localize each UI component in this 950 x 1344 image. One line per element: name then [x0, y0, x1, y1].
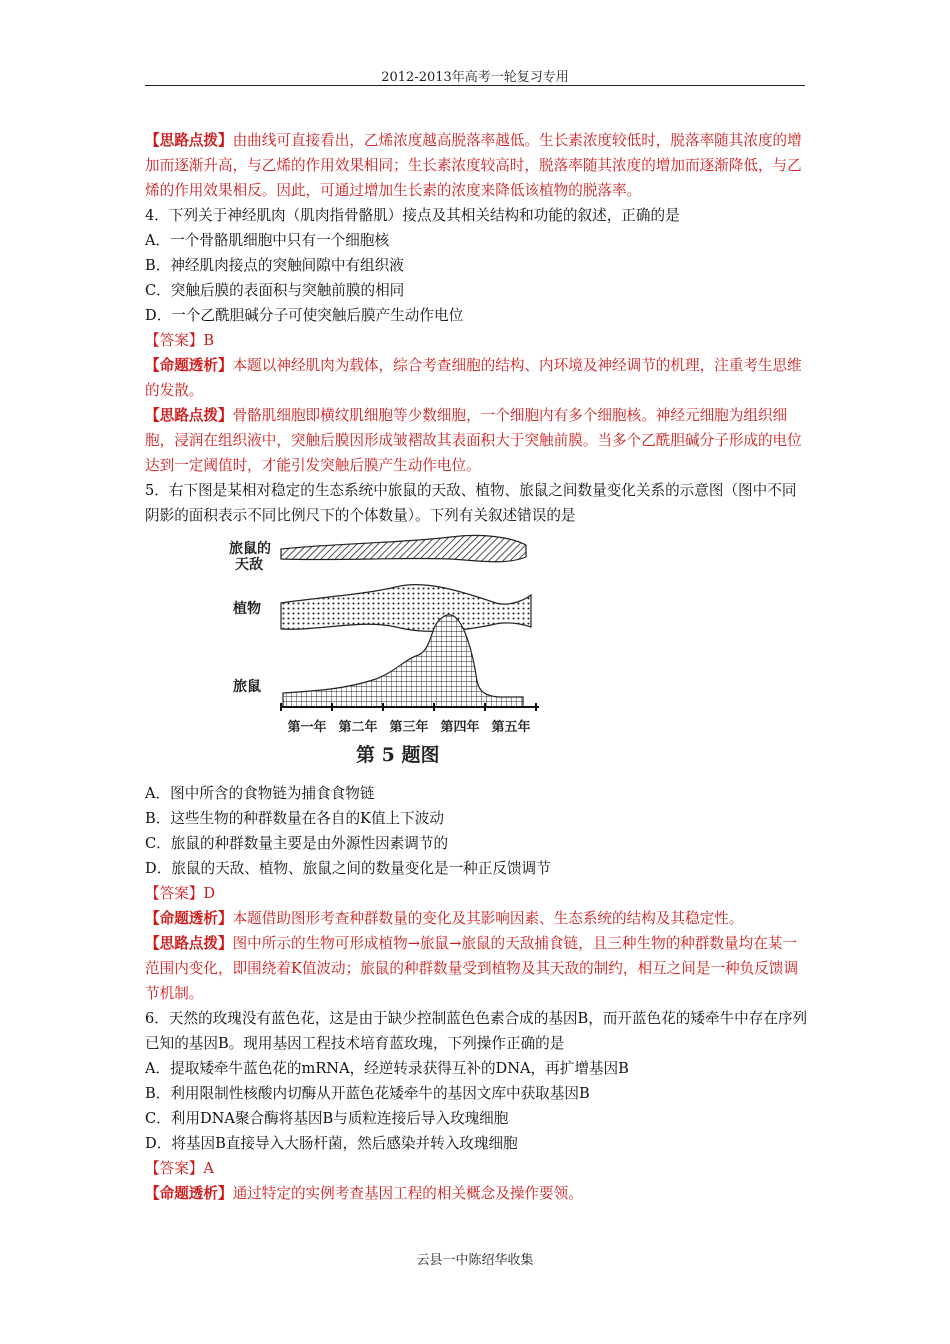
figure-caption: 第 5 题图: [356, 744, 440, 766]
year-label-2: 第二年: [338, 720, 378, 735]
year-label-3: 第三年: [389, 720, 429, 735]
label-predator-line1: 旅鼠的: [229, 541, 271, 557]
q5-figure: [221, 531, 551, 773]
label-lemming: 旅鼠: [233, 679, 261, 695]
q5-hint-text: 图中所示的生物可形成植物→旅鼠→旅鼠的天敌捕食链，且三种生物的种群数量均在某一范围内变化，即围绕着K值波动；旅鼠的种群数量受到植物及其天敌的制约，相互之间是一种负反馈调节机制。: [145, 935, 799, 1002]
q4-option-c: C．突触后膜的表面积与突触前膜的相同: [145, 282, 405, 299]
q5-analysis-text: 本题借助图形考查种群数量的变化及其影响因素、生态系统的结构及其稳定性。: [232, 910, 744, 927]
year-label-5: 第五年: [491, 720, 531, 735]
q4-hint-text: 骨骼肌细胞即横纹肌细胞等少数细胞，一个细胞内有多个细胞核。神经元细胞为组织细胞，浸润在组织液中，突触后膜因形成皱褶故其表面积大于突触前膜。当多个乙酰胆碱分子形成的电位达到一定阈值时，才能引发突触后膜产生动作电位。: [145, 407, 802, 474]
page-footer: 云县一中陈绍华收集: [416, 1253, 534, 1268]
q5-option-b: B．这些生物的种群数量在各自的K值上下波动: [145, 810, 444, 827]
q6-answer: 【答案】A: [145, 1160, 214, 1177]
q6-stem: 6．天然的玫瑰没有蓝色花，这是由于缺少控制蓝色色素合成的基因B，而开蓝色花的矮牵牛中存在序列已知的基因B。现用基因工程技术培育蓝玫瑰，下列操作正确的是: [145, 1010, 808, 1052]
q5-hint-tag: 【思路点拨】: [145, 935, 233, 952]
q5-option-a: A．图中所含的食物链为捕食食物链: [145, 785, 375, 802]
q4-stem: 4．下列关于神经肌肉（肌肉指骨骼肌）接点及其相关结构和功能的叙述，正确的是: [145, 207, 680, 224]
plant-band: [281, 585, 531, 632]
q5-hint: [145, 931, 810, 1006]
q5-analysis: [145, 906, 810, 931]
q6-option-a: A．提取矮牵牛蓝色花的mRNA，经逆转录获得互补的DNA，再扩增基因B: [145, 1060, 629, 1077]
q5-option-d: D．旅鼠的天敌、植物、旅鼠之间的数量变化是一种正反馈调节: [145, 860, 551, 877]
q4-option-d: D．一个乙酰胆碱分子可使突触后膜产生动作电位: [145, 307, 464, 324]
page-header: 2012-2013年高考一轮复习专用: [381, 70, 569, 85]
q4-hint: [145, 403, 810, 478]
q6-option-d: D．将基因B直接导入大肠杆菌，然后感染并转入玫瑰细胞: [145, 1135, 518, 1152]
year-label-4: 第四年: [440, 720, 480, 735]
q6-analysis: [145, 1181, 810, 1206]
q5-analysis-tag: 【命题透析】: [145, 910, 233, 927]
q4-analysis-tag: 【命题透析】: [145, 357, 233, 374]
label-predator-line2: 天敌: [235, 557, 263, 573]
hint-paragraph: [145, 128, 810, 203]
q5-option-c: C．旅鼠的种群数量主要是由外源性因素调节的: [145, 835, 449, 852]
q4-analysis: [145, 353, 810, 403]
q4-hint-tag: 【思路点拨】: [145, 407, 233, 424]
q5-stem: 5．右下图是某相对稳定的生态系统中旅鼠的天敌、植物、旅鼠之间数量变化关系的示意图（图中不同阴影的面积表示不同比例尺下的个体数量）。下列有关叙述错误的是: [145, 482, 797, 524]
q6-analysis-text: 通过特定的实例考查基因工程的相关概念及操作要领。: [232, 1185, 583, 1202]
year-label-1: 第一年: [287, 720, 327, 735]
hint-text: 由曲线可直接看出，乙烯浓度越高脱落率越低。生长素浓度较低时，脱落率随其浓度的增加而逐渐升高，与乙烯的作用效果相同；生长素浓度较高时，脱落率随其浓度的增加而逐渐降低，与乙烯的作用效果相反。因此，可通过增加生长素的浓度来降低该植物的脱落率。: [145, 132, 802, 199]
q4-analysis-text: 本题以神经肌肉为载体，综合考查细胞的结构、内环境及神经调节的机理，注重考生思维的发散。: [145, 357, 802, 399]
q6-option-b: B．利用限制性核酸内切酶从开蓝色花矮牵牛的基因文库中获取基因B: [145, 1085, 590, 1102]
hint-tag: 【思路点拨】: [145, 132, 233, 149]
population-diagram: [221, 531, 551, 773]
label-plant: 植物: [233, 601, 261, 617]
q4-answer: 【答案】B: [145, 332, 215, 349]
q6-analysis-tag: 【命题透析】: [145, 1185, 233, 1202]
header-rule: [145, 85, 805, 86]
q4-option-a: A．一个骨骼肌细胞中只有一个细胞核: [145, 232, 390, 249]
q4-option-b: B．神经肌肉接点的突触间隙中有组织液: [145, 257, 404, 274]
q5-answer: 【答案】D: [145, 885, 216, 902]
page-content: [145, 128, 810, 1206]
predator-band: [281, 535, 526, 561]
q6-option-c: C．利用DNA聚合酶将基因B与质粒连接后导入玫瑰细胞: [145, 1110, 509, 1127]
